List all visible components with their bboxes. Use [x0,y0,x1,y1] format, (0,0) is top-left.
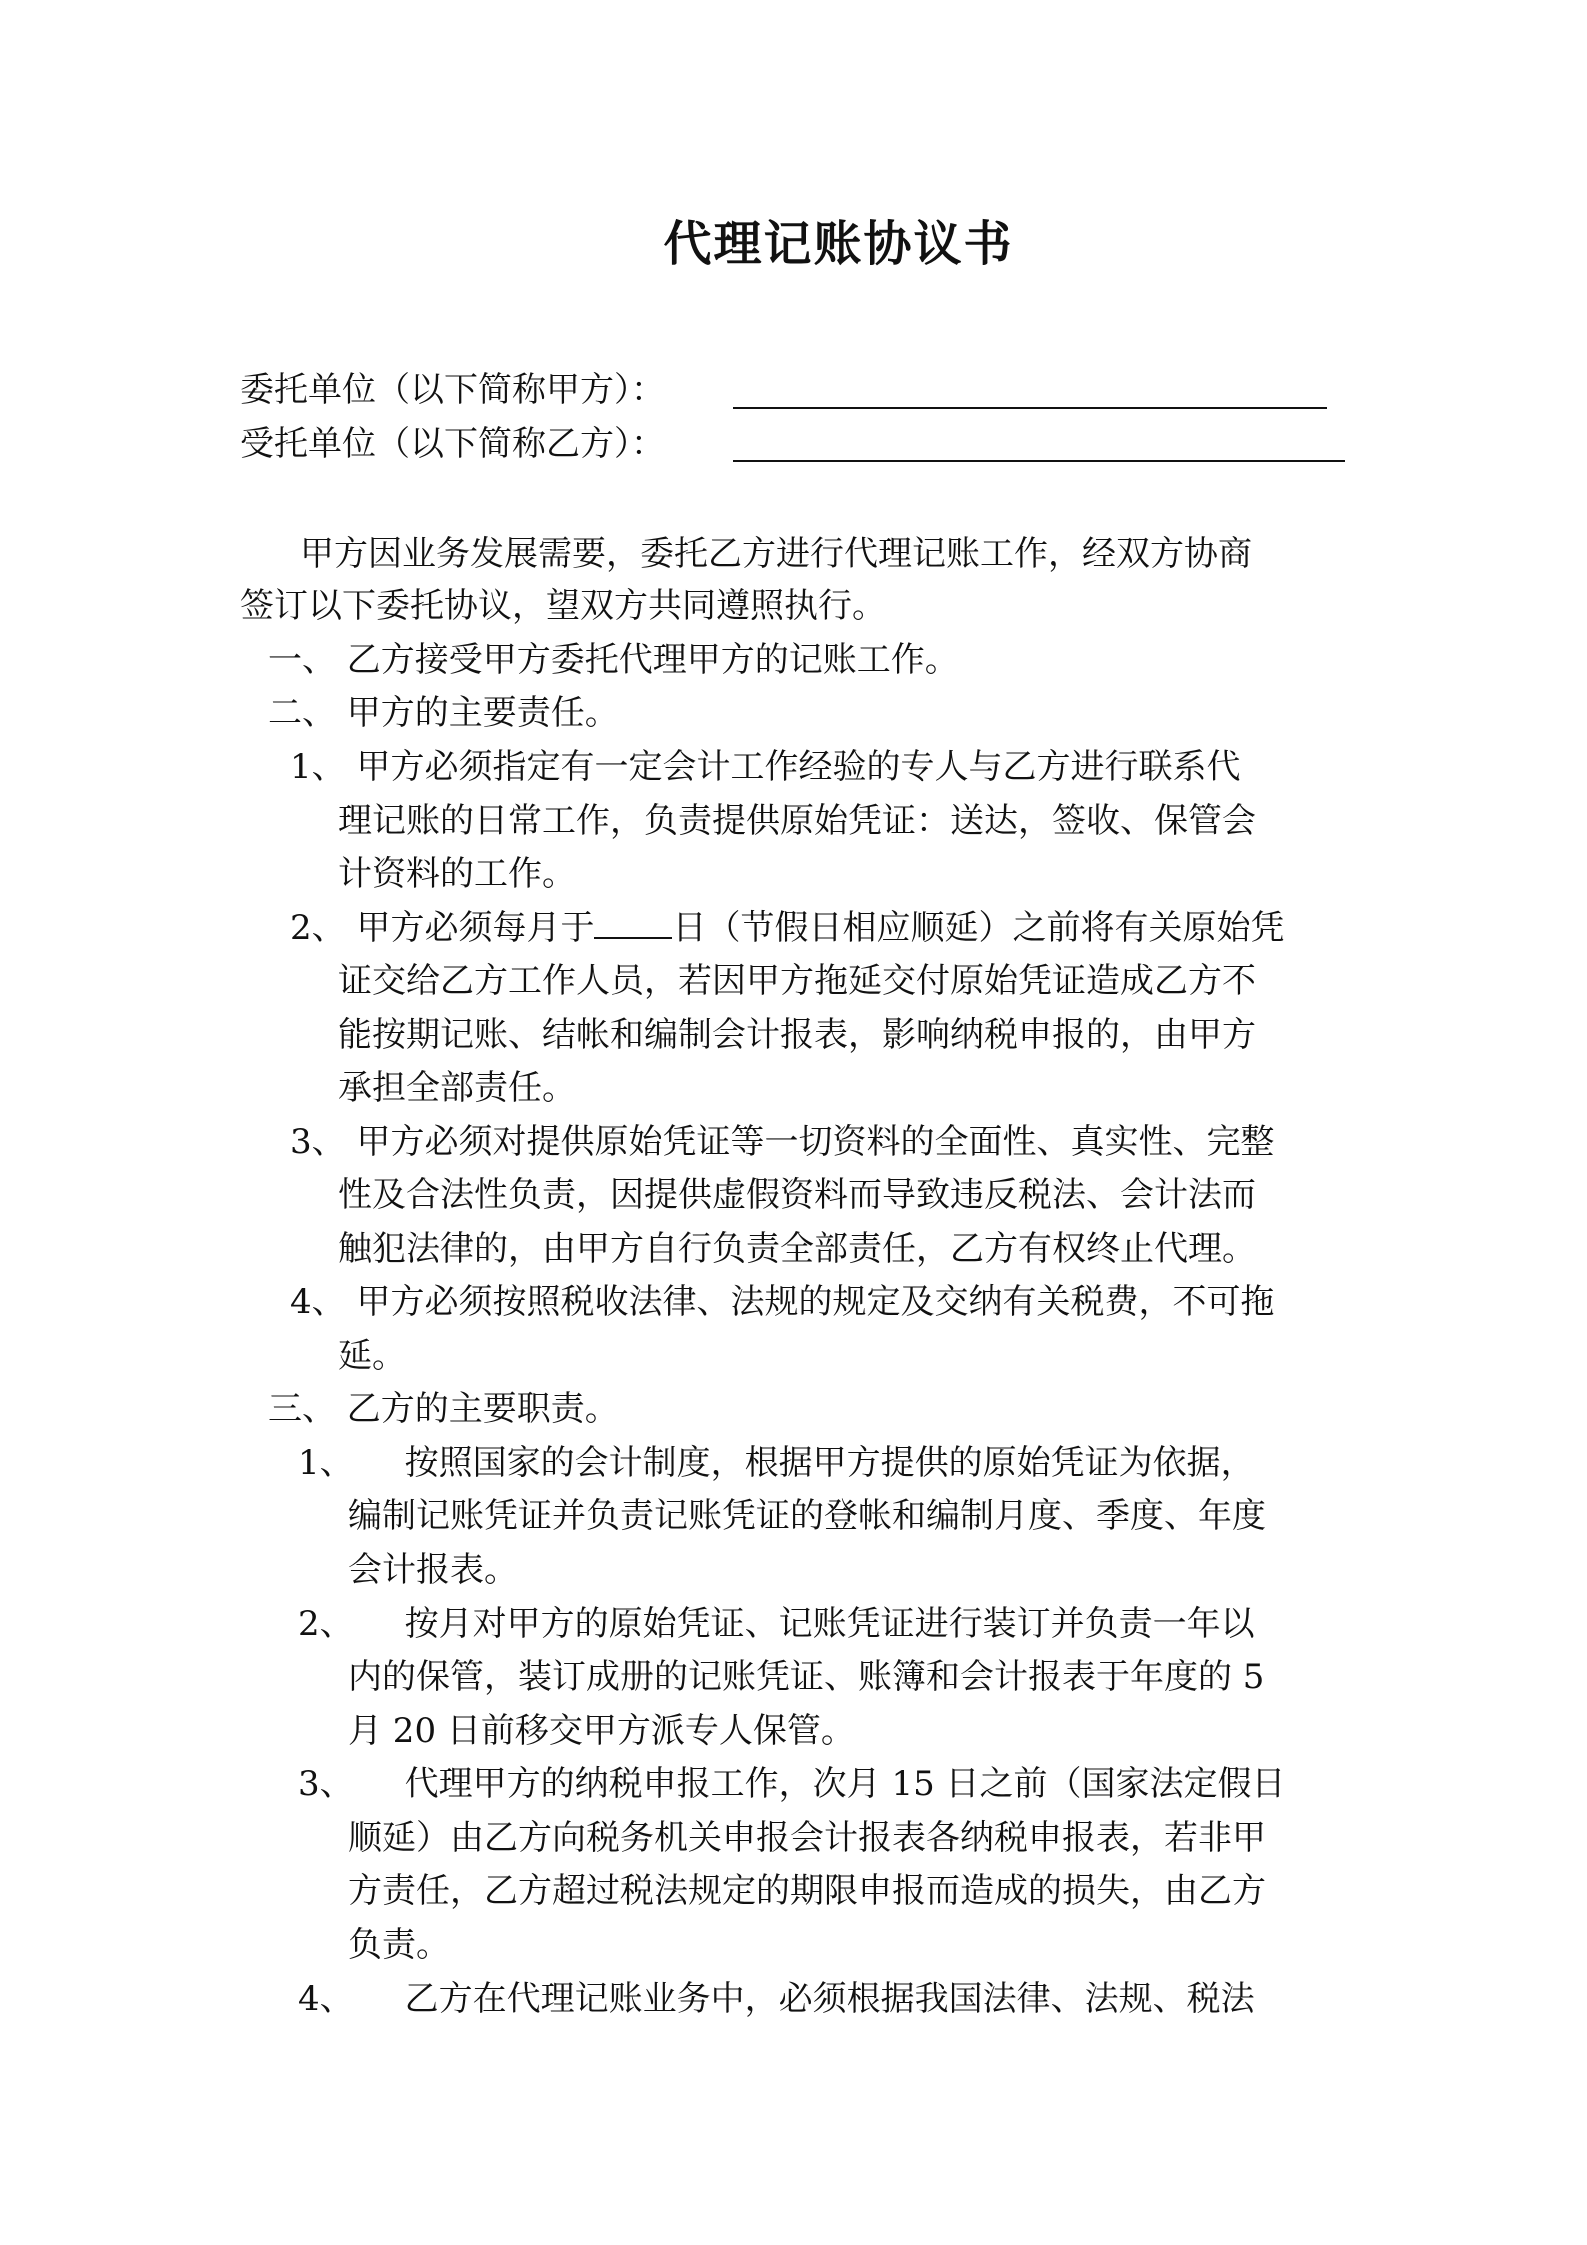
agent-party-blank [733,460,1345,462]
clause-line: 负责。 [348,1925,450,1965]
clause-line: 能按期记账、结帐和编制会计报表，影响纳税申报的，由甲方 [338,1015,1256,1055]
clause-line: 顺延）由乙方向税务机关申报会计报表各纳税申报表，若非甲 [348,1818,1266,1858]
section-two-heading: 二、 甲方的主要责任。 [268,693,619,733]
client-party-blank [733,407,1327,409]
clause-line: 触犯法律的，由甲方自行负责全部责任，乙方有权终止代理。 [338,1229,1256,1269]
client-party-label: 委托单位（以下简称甲方）： [240,370,665,410]
clause-line: 内的保管，装订成册的记账凭证、账簿和会计报表于年度的 5 [348,1657,1265,1697]
intro-line: 签订以下委托协议，望双方共同遵照执行。 [240,586,886,626]
clause-line: 1、 甲方必须指定有一定会计工作经验的专人与乙方进行联系代 [290,747,1241,787]
document-title: 代理记账协议书 [663,216,1014,272]
section-three-heading: 三、 乙方的主要职责。 [268,1389,619,1429]
clause-line: 编制记账凭证并负责记账凭证的登帐和编制月度、季度、年度 [348,1496,1266,1536]
day-blank [594,907,672,939]
clause-line: 承担全部责任。 [338,1068,576,1108]
clause-line: 证交给乙方工作人员，若因甲方拖延交付原始凭证造成乙方不 [338,961,1256,1001]
clause-line: 性及合法性负责，因提供虚假资料而导致违反税法、会计法而 [338,1175,1256,1215]
clause-line: 2、 按月对甲方的原始凭证、记账凭证进行装订并负责一年以 [298,1604,1255,1644]
clause-line: 4、 乙方在代理记账业务中，必须根据我国法律、法规、税法 [298,1979,1255,2019]
clause-line: 4、 甲方必须按照税收法律、法规的规定及交纳有关税费，不可拖 [290,1282,1275,1322]
intro-line: 甲方因业务发展需要，委托乙方进行代理记账工作，经双方协商 [300,534,1252,574]
clause-line [290,907,1284,948]
clause-line: 方责任，乙方超过税法规定的期限申报而造成的损失，由乙方 [348,1871,1266,1911]
clause-line: 计资料的工作。 [338,854,576,894]
agent-party-label: 受托单位（以下简称乙方）： [240,424,665,464]
clause-line: 会计报表。 [348,1550,518,1590]
clause-line: 3、 代理甲方的纳税申报工作，次月 15 日之前（国家法定假日 [298,1764,1286,1804]
clause-text: 2、 甲方必须每月于 [290,908,595,948]
clause-line: 1、 按照国家的会计制度，根据甲方提供的原始凭证为依据， [298,1443,1255,1483]
clause-text: 日（节假日相应顺延）之前将有关原始凭 [672,908,1285,948]
clause-line: 延。 [338,1336,406,1376]
section-one-text: 一、 乙方接受甲方委托代理甲方的记账工作。 [268,640,959,680]
clause-line: 3、 甲方必须对提供原始凭证等一切资料的全面性、真实性、完整 [290,1122,1275,1162]
clause-line: 月 20 日前移交甲方派专人保管。 [348,1711,855,1751]
clause-line: 理记账的日常工作，负责提供原始凭证：送达，签收、保管会 [338,801,1256,841]
